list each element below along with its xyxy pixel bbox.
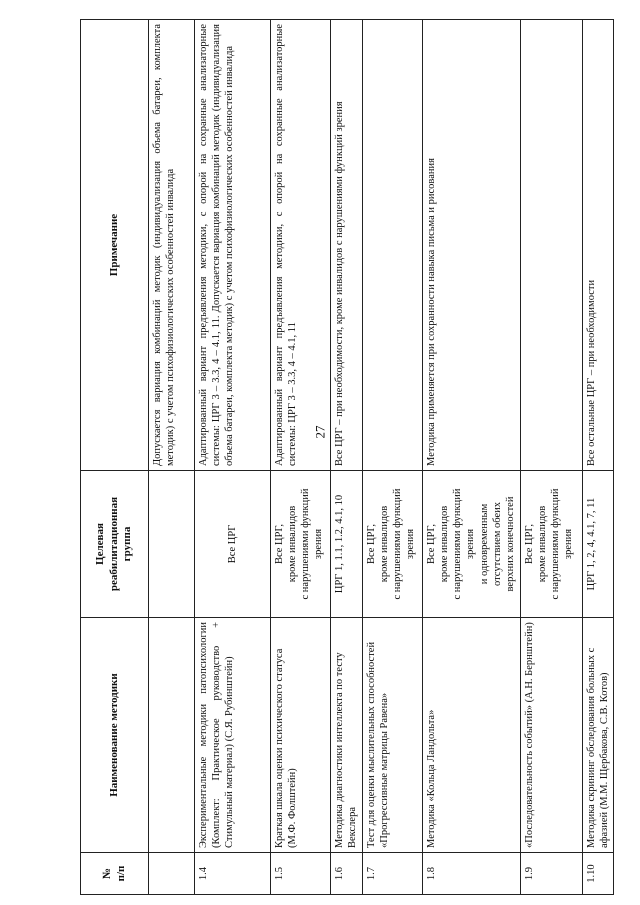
row-group: Все ЦРГ, кроме инвалидов с нарушениями функций зрения [521,471,583,618]
row-group [149,471,195,618]
row-name: Краткая шкала оценки психического статуса (М.Ф. Фолштейн) [271,618,331,853]
row-name: Тест для оценки мыслительных способностей «Прогрессивные матрицы Равена» [363,618,423,853]
row-note: Все остальные ЦРГ – при необходимости [583,20,614,471]
row-note: Адаптированный вариант предъявления методики, с опорой на сохранные анализаторные системы: ЦРГ 3 – 3.3, 4 – 4.1, 11. Допускается вариация комбинаций методик (индивидуализация объема батареи, комплекта методик) с учетом психофизиологических особенностей инвалида [195,20,271,471]
row-num: 1.4 [195,853,271,895]
row-num: 1.6 [331,853,363,895]
header-name: Наименование методики [81,618,149,853]
methods-table [80,19,614,895]
table-row [423,20,521,895]
row-note: Допускается вариация комбинаций методик (индивидуализация объема батареи, комплекта методик) с учетом психофизиологических особенностей инвалида [149,20,195,471]
row-group: ЦРГ 1, 1.1, 1.2, 4.1, 10 [331,471,363,618]
table-row [149,20,195,895]
row-name [149,618,195,853]
row-note [521,20,583,471]
row-group: Все ЦРГ, кроме инвалидов с нарушениями функций зрения и одновременным отсутствием обеих верхних конечностей [423,471,521,618]
table-row [331,20,363,895]
row-name: Экспериментальные методики патопсихологии (Комплект: Практическое руководство + Стимульный материал) (С.Я. Рубинштейн) [195,618,271,853]
table-row [195,20,271,895]
row-num [149,853,195,895]
row-note [363,20,423,471]
row-num: 1.10 [583,853,614,895]
row-note: Все ЦРГ – при необходимости, кроме инвалидов с нарушениями функций зрения [331,20,363,471]
table-row [271,20,331,895]
row-name: Методика скрининг обследования больных с афазией (М.М. Щербакова, С.В. Котов) [583,618,614,853]
row-num: 1.7 [363,853,423,895]
header-group: Целевая реабилитационная группа [81,471,149,618]
table-rotation-frame [80,20,611,895]
header-num: № п/п [81,853,149,895]
row-group: Все ЦРГ, кроме инвалидов с нарушениями функций зрения [363,471,423,618]
table-row [363,20,423,895]
table-row [583,20,614,895]
row-note: Методика применяется при сохранности навыка письма и рисования [423,20,521,471]
table-header-row [81,20,149,895]
row-note: Адаптированный вариант предъявления методики, с опорой на сохранные анализаторные системы: ЦРГ 3 – 3.3, 4 – 4.1, 11 [271,20,331,471]
header-note: Примечание [81,20,149,471]
row-num: 1.5 [271,853,331,895]
row-num: 1.8 [423,853,521,895]
row-group: Все ЦРГ [195,471,271,618]
row-name: «Последовательность событий» (А.Н. Бернштейн) [521,618,583,853]
row-name: Методика «Кольца Ландольта» [423,618,521,853]
row-name: Методика диагностики интеллекта по тесту Векслера [331,618,363,853]
table-row [521,20,583,895]
rotated-table-container [80,20,611,895]
row-num: 1.9 [521,853,583,895]
page-number: 27 [312,425,328,439]
row-group: Все ЦРГ, кроме инвалидов с нарушениями функций зрения [271,471,331,618]
row-group: ЦРГ 1, 2, 4, 4.1, 7, 11 [583,471,614,618]
